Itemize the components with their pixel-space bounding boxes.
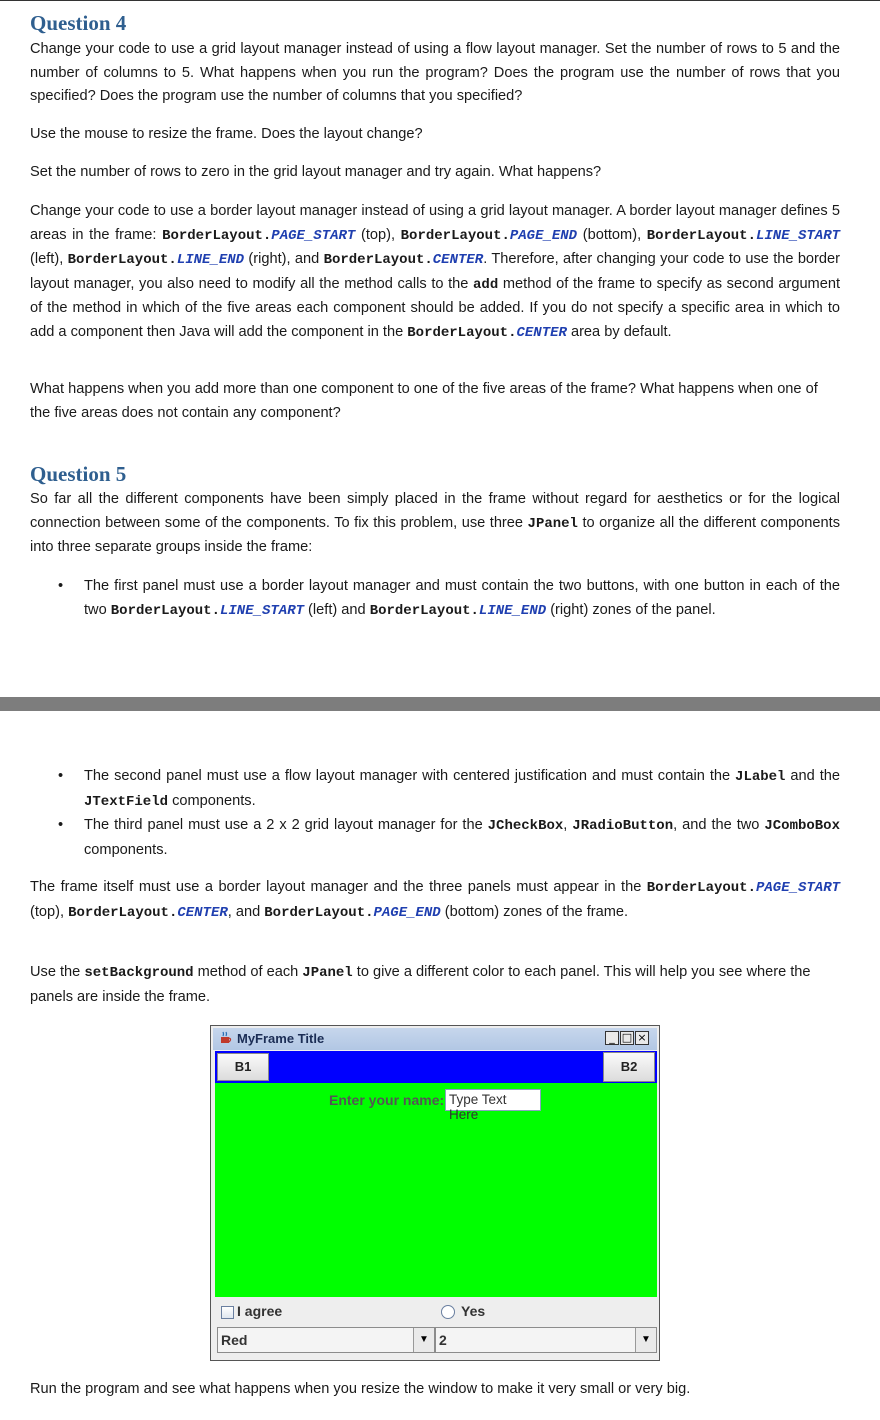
q5-paragraph-1: So far all the different components have been simply placed in the frame without regard for aesthetics or for the logical connection between some of the components. To fix this problem, use three JPanel to organize all the different components into three separate groups inside the frame: bbox=[30, 491, 840, 555]
question-5-heading: Question 5 bbox=[30, 462, 127, 486]
b2-button[interactable]: B2 bbox=[603, 1052, 655, 1082]
q4-paragraph-5: What happens when you add more than one component to one of the five areas of the frame? What happens when one of the five areas does not contain any component? bbox=[30, 381, 818, 421]
q5-bullet-1: • The first panel must use a border layout manager and must contain the two buttons, with one button in each of the two BorderLayout.LINE_START (left) and BorderLayout.LINE_END (right) zones of the panel. bbox=[58, 578, 840, 619]
color-combobox-value: Red bbox=[221, 1332, 248, 1348]
window-title: MyFrame Title bbox=[237, 1031, 325, 1046]
chevron-down-icon[interactable]: ▼ bbox=[413, 1328, 434, 1352]
name-textfield[interactable]: Type Text Here bbox=[445, 1089, 541, 1111]
java-cup-icon bbox=[219, 1031, 233, 1045]
q4-paragraph-1: Change your code to use a grid layout manager instead of using a flow layout manager. Set the number of rows to 5 and the number of columns to 5. What happens when you run the program? Does the program use the number of rows that you specified? Does the program use the number of columns that you specified? bbox=[30, 41, 840, 104]
bottom-panel bbox=[215, 1297, 657, 1358]
q5-paragraph-2: The frame itself must use a border layout manager and the three panels must appear in the BorderLayout.PAGE_START (top), BorderLayout.CENTER, and BorderLayout.PAGE_END (bottom) zones of the frame. bbox=[30, 879, 840, 921]
q5-bullet-2: • The second panel must use a flow layout manager with centered justification and must contain the JLabel and the JTextField components. bbox=[58, 768, 840, 810]
close-icon[interactable]: × bbox=[635, 1031, 649, 1045]
number-combobox[interactable] bbox=[435, 1327, 657, 1353]
b1-button[interactable]: B1 bbox=[217, 1053, 269, 1081]
color-combobox[interactable] bbox=[217, 1327, 435, 1353]
q4-paragraph-3: Set the number of rows to zero in the grid layout manager and try again. What happens? bbox=[30, 164, 602, 180]
q5-paragraph-4: Run the program and see what happens when you resize the window to make it very small or very big. bbox=[30, 1381, 691, 1397]
maximize-icon[interactable]: □ bbox=[621, 1031, 633, 1044]
yes-radio-button[interactable] bbox=[441, 1305, 455, 1319]
myframe-window bbox=[210, 1025, 660, 1361]
agree-checkbox-label[interactable]: I agree bbox=[237, 1303, 283, 1319]
minimize-icon[interactable]: _ bbox=[605, 1031, 619, 1045]
q4-paragraph-4: Change your code to use a border layout manager instead of using a grid layout manager. A border layout manager defines 5 areas in the frame: BorderLayout.PAGE_START (top), BorderLayout.PAGE_END (bottom), BorderLayout.LINE_START (left), BorderLayout.LINE_END (right), and BorderLayout.CENTER. Therefore, after changing your code to use the border layout manager, you also need to modify all the method calls to the add method of the frame to specify as second argument of the method in which of the five areas each component should be added. If you do not specify a specific area in which to add a component then Java will add the component in the BorderLayout.CENTER area by default. bbox=[30, 203, 841, 341]
question-4-heading: Question 4 bbox=[30, 11, 127, 35]
chevron-down-icon[interactable]: ▼ bbox=[635, 1328, 656, 1352]
agree-checkbox[interactable] bbox=[221, 1306, 234, 1319]
number-combobox-value: 2 bbox=[439, 1332, 447, 1348]
center-panel bbox=[215, 1083, 657, 1297]
q5-paragraph-3: Use the setBackground method of each JPanel to give a different color to each panel. This will help you see where the panels are inside the frame. bbox=[30, 964, 811, 1005]
yes-radio-label[interactable]: Yes bbox=[461, 1303, 486, 1319]
page-separator bbox=[0, 697, 880, 711]
window-titlebar[interactable] bbox=[213, 1028, 657, 1050]
q4-paragraph-2: Use the mouse to resize the frame. Does the layout change? bbox=[30, 126, 423, 142]
q5-bullet-3: • The third panel must use a 2 x 2 grid layout manager for the JCheckBox, JRadioButton, and the two JComboBox components. bbox=[58, 817, 840, 858]
document-page-1 bbox=[0, 0, 880, 697]
name-label: Enter your name: bbox=[329, 1092, 445, 1108]
top-panel bbox=[215, 1051, 657, 1083]
